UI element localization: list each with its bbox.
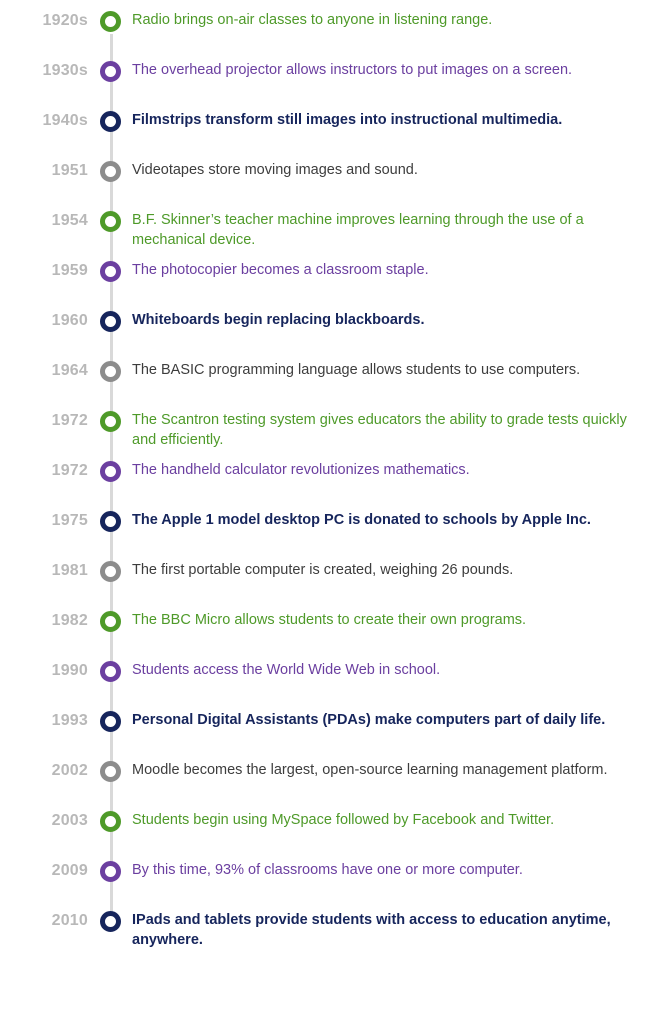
- circle-marker-icon: [100, 811, 121, 832]
- event-marker-cell: [88, 310, 132, 332]
- circle-marker-icon: [100, 661, 121, 682]
- event-year: 1954: [51, 212, 88, 229]
- event-year: 1940s: [42, 112, 88, 129]
- timeline-event: [0, 210, 664, 260]
- circle-marker-icon: [100, 511, 121, 532]
- event-description: Videotapes store moving images and sound.: [132, 162, 418, 178]
- event-year: 1982: [51, 612, 88, 629]
- circle-marker-icon: [100, 61, 121, 82]
- event-marker-cell: [88, 710, 132, 732]
- event-description: Filmstrips transform still images into instructional multimedia.: [132, 112, 563, 128]
- event-year: 2010: [51, 912, 88, 929]
- event-description: The first portable computer is created, weighing 26 pounds.: [132, 562, 514, 578]
- event-year: 2003: [51, 812, 88, 829]
- timeline-rows: [0, 10, 664, 960]
- timeline-event: [0, 910, 664, 960]
- timeline-event: [0, 410, 664, 460]
- circle-marker-icon: [100, 161, 121, 182]
- event-description: The Apple 1 model desktop PC is donated to schools by Apple Inc.: [132, 512, 591, 528]
- event-marker-cell: [88, 10, 132, 32]
- timeline-event: [0, 10, 664, 60]
- timeline-event: [0, 360, 664, 410]
- circle-marker-icon: [100, 211, 121, 232]
- event-marker-cell: [88, 810, 132, 832]
- event-marker-cell: [88, 760, 132, 782]
- circle-marker-icon: [100, 111, 121, 132]
- timeline-event: [0, 710, 664, 760]
- event-marker-cell: [88, 260, 132, 282]
- event-marker-cell: [88, 210, 132, 232]
- event-description: Radio brings on-air classes to anyone in listening range.: [132, 12, 493, 28]
- timeline-event: [0, 610, 664, 660]
- event-description: By this time, 93% of classrooms have one or more computer.: [132, 862, 523, 878]
- circle-marker-icon: [100, 461, 121, 482]
- event-description: B.F. Skinner’s teacher machine improves learning through the use of a mechanical device.: [132, 212, 584, 248]
- event-description: The photocopier becomes a classroom staple.: [132, 262, 429, 278]
- event-description: The overhead projector allows instructors to put images on a screen.: [132, 62, 573, 78]
- timeline-event: [0, 860, 664, 910]
- event-description: Personal Digital Assistants (PDAs) make computers part of daily life.: [132, 712, 606, 728]
- event-year: 1993: [51, 712, 88, 729]
- event-description: Students access the World Wide Web in school.: [132, 662, 441, 678]
- event-year: 1972: [51, 462, 88, 479]
- event-description: IPads and tablets provide students with access to education anytime, anywhere.: [132, 912, 611, 948]
- timeline-event: [0, 660, 664, 710]
- timeline-event: [0, 260, 664, 310]
- event-year: 1930s: [42, 62, 88, 79]
- event-description: Students begin using MySpace followed by Facebook and Twitter.: [132, 812, 555, 828]
- event-marker-cell: [88, 160, 132, 182]
- event-description: The BASIC programming language allows students to use computers.: [132, 362, 581, 378]
- circle-marker-icon: [100, 311, 121, 332]
- timeline-event: [0, 60, 664, 110]
- timeline-event: [0, 110, 664, 160]
- circle-marker-icon: [100, 611, 121, 632]
- event-description: The handheld calculator revolutionizes mathematics.: [132, 462, 470, 478]
- event-marker-cell: [88, 360, 132, 382]
- event-year: 1990: [51, 662, 88, 679]
- event-year: 1920s: [42, 12, 88, 29]
- event-marker-cell: [88, 910, 132, 932]
- event-year: 2002: [51, 762, 88, 779]
- timeline-event: [0, 310, 664, 360]
- circle-marker-icon: [100, 261, 121, 282]
- event-marker-cell: [88, 460, 132, 482]
- circle-marker-icon: [100, 861, 121, 882]
- event-year: 1951: [51, 162, 88, 179]
- event-description: The BBC Micro allows students to create their own programs.: [132, 612, 527, 628]
- circle-marker-icon: [100, 11, 121, 32]
- timeline-event: [0, 760, 664, 810]
- event-marker-cell: [88, 110, 132, 132]
- circle-marker-icon: [100, 711, 121, 732]
- timeline-event: [0, 560, 664, 610]
- event-marker-cell: [88, 60, 132, 82]
- circle-marker-icon: [100, 561, 121, 582]
- event-marker-cell: [88, 610, 132, 632]
- event-marker-cell: [88, 660, 132, 682]
- event-year: 1981: [51, 562, 88, 579]
- event-year: 1960: [51, 312, 88, 329]
- event-marker-cell: [88, 510, 132, 532]
- event-year: 2009: [51, 862, 88, 879]
- timeline-event: [0, 460, 664, 510]
- event-description: Whiteboards begin replacing blackboards.: [132, 312, 425, 328]
- timeline-event: [0, 160, 664, 210]
- timeline-event: [0, 810, 664, 860]
- event-description: Moodle becomes the largest, open-source learning management platform.: [132, 762, 608, 778]
- timeline-event: [0, 510, 664, 560]
- event-marker-cell: [88, 410, 132, 432]
- circle-marker-icon: [100, 761, 121, 782]
- event-year: 1975: [51, 512, 88, 529]
- event-marker-cell: [88, 860, 132, 882]
- circle-marker-icon: [100, 411, 121, 432]
- event-year: 1959: [51, 262, 88, 279]
- event-year: 1972: [51, 412, 88, 429]
- event-marker-cell: [88, 560, 132, 582]
- event-description: The Scantron testing system gives educators the ability to grade tests quickly and efficiently.: [132, 412, 627, 448]
- circle-marker-icon: [100, 911, 121, 932]
- event-year: 1964: [51, 362, 88, 379]
- circle-marker-icon: [100, 361, 121, 382]
